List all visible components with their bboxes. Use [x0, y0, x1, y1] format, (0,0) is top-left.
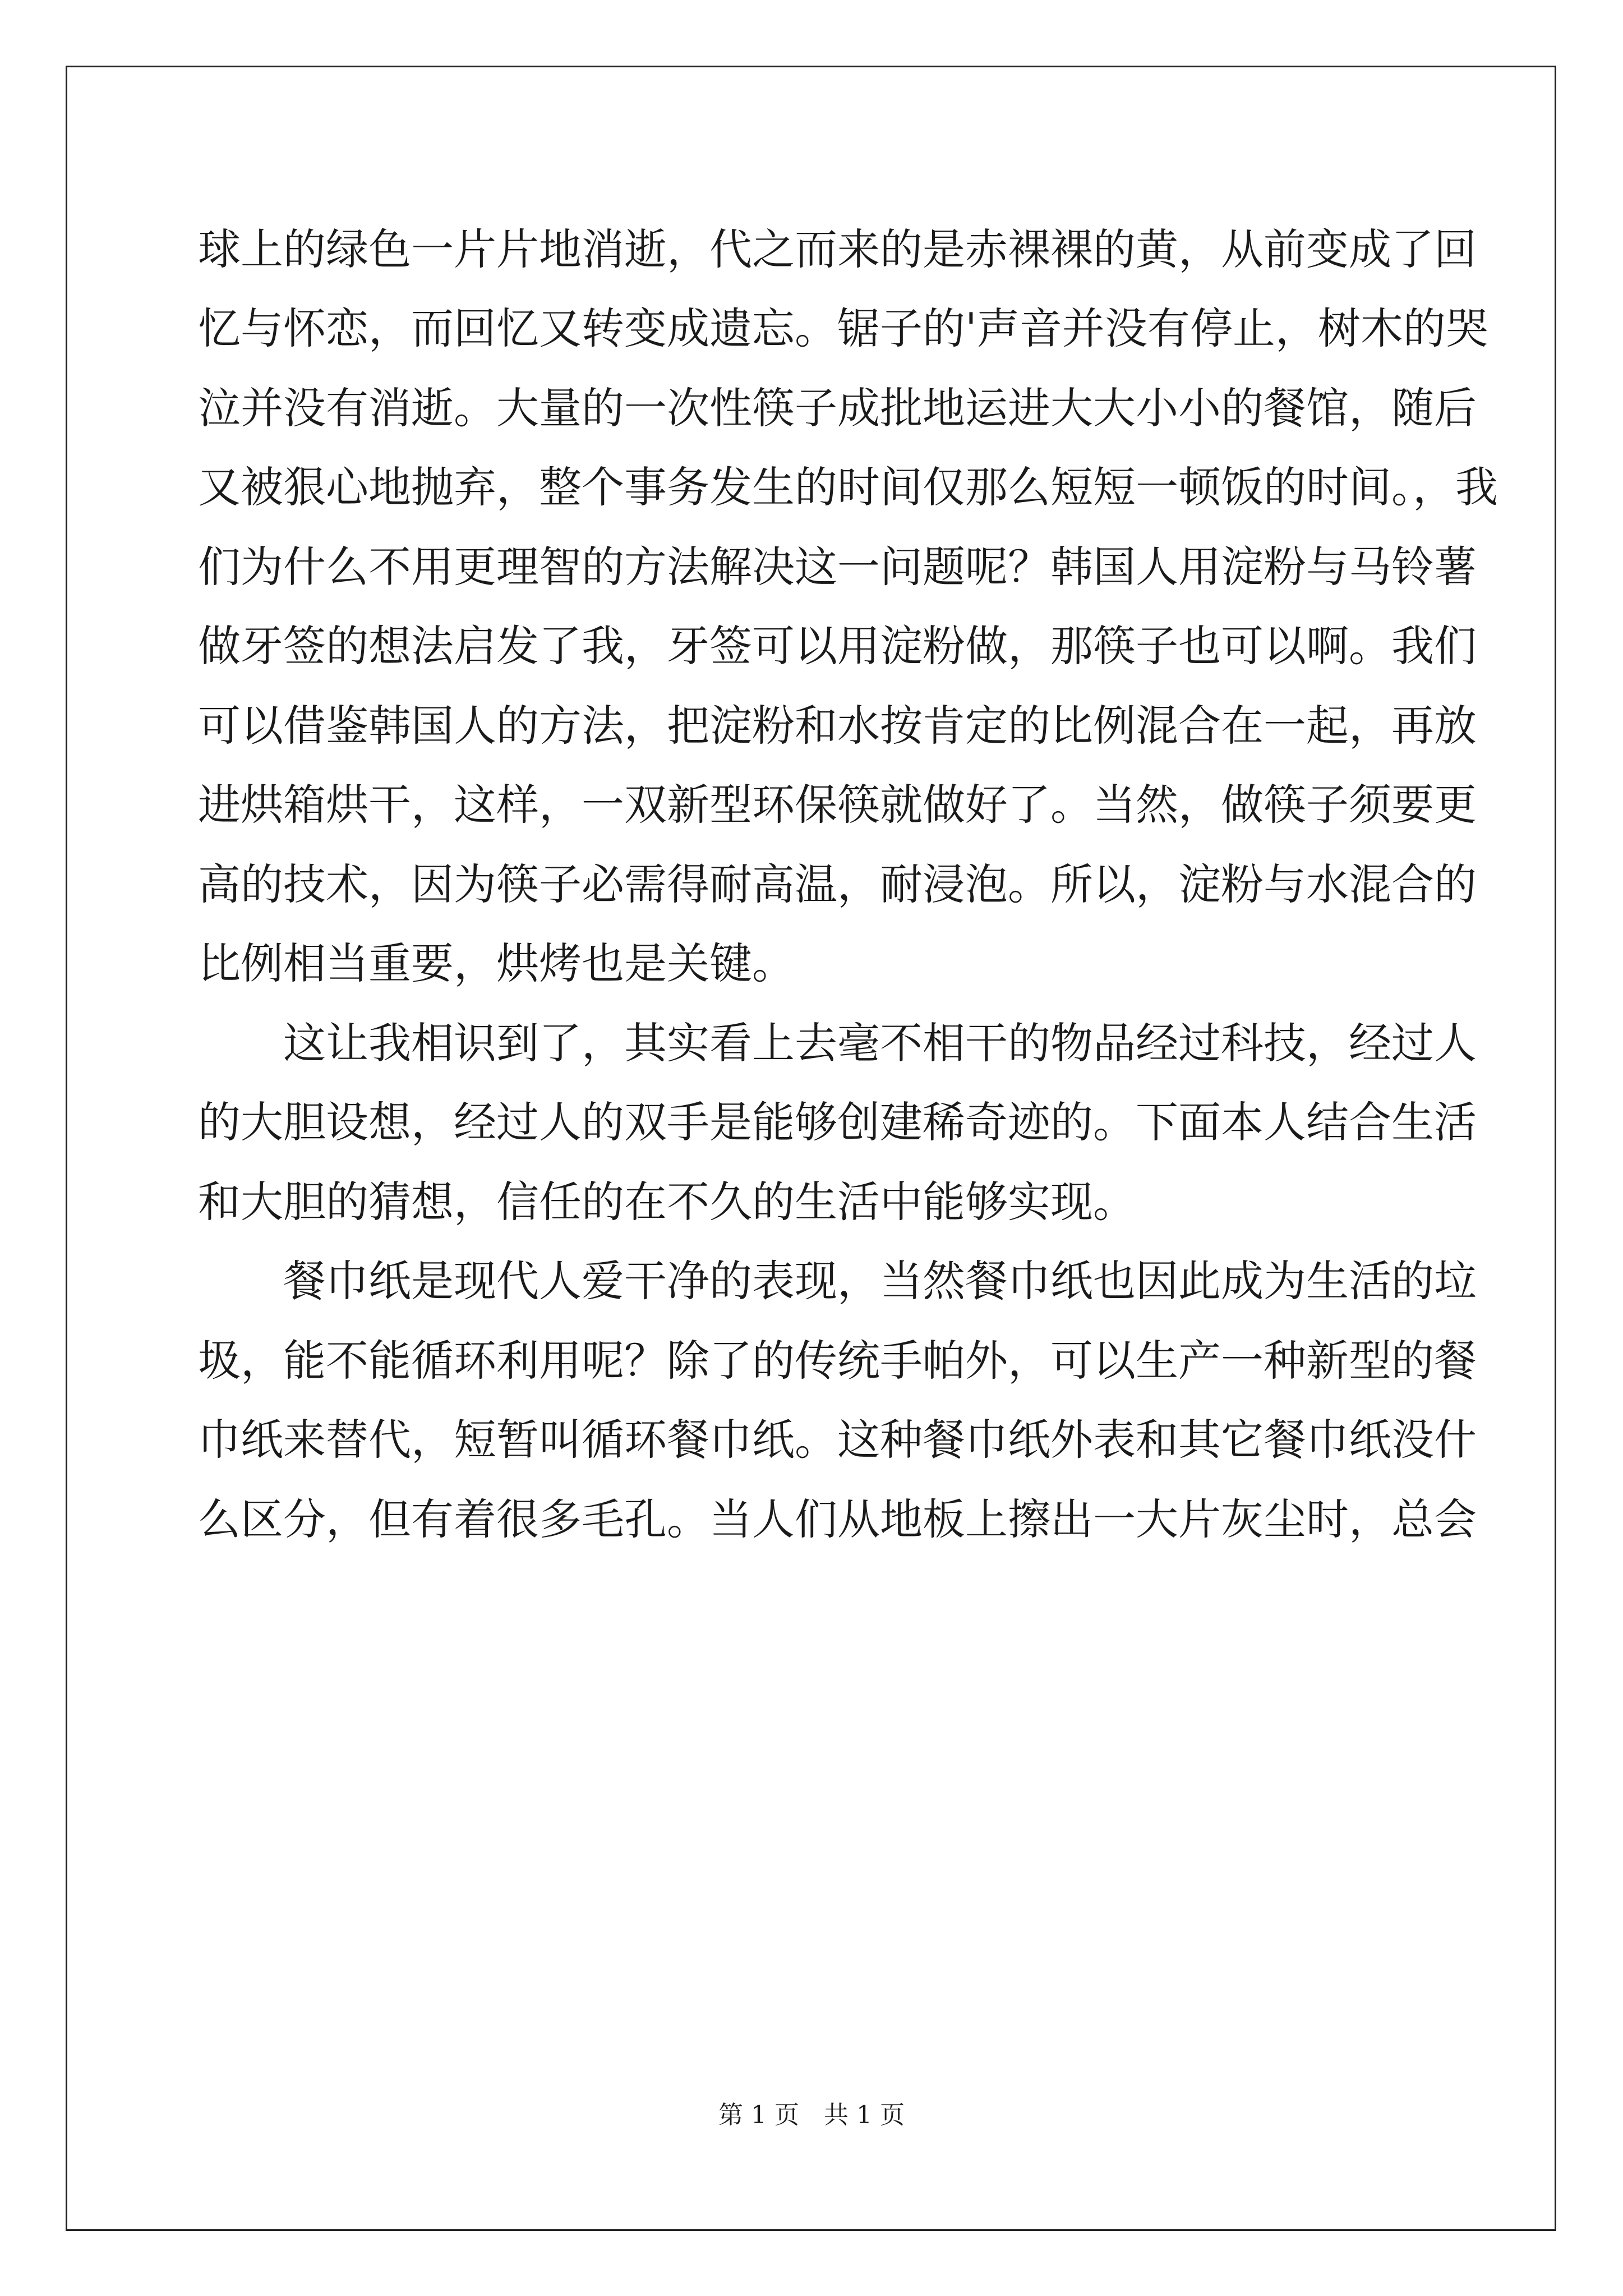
body-line-5: 们为什么不用更理智的方法解决这一问题呢？韩国人用淀粉与马铃薯	[198, 542, 1477, 592]
paragraph-2-line-3: 和大胆的猜想，信任的在不久的生活中能够实现。	[198, 1177, 1136, 1227]
paragraph-3-line-2: 圾，能不能循环利用呢？除了的传统手帕外，可以生产一种新型的餐	[198, 1336, 1477, 1386]
body-line-3: 泣并没有消逝。大量的一次性筷子成批地运进大大小小的餐馆，随后	[198, 383, 1477, 433]
body-line-9: 高的技术，因为筷子必需得耐高温，耐浸泡。所以，淀粉与水混合的	[198, 859, 1477, 909]
body-line-1: 球上的绿色一片片地消逝，代之而来的是赤裸裸的黄，从前变成了回	[198, 224, 1477, 274]
paragraph-3-line-4: 么区分，但有着很多毛孔。当人们从地板上擦出一大片灰尘时，总会	[198, 1494, 1477, 1544]
body-line-8: 进烘箱烘干，这样，一双新型环保筷就做好了。当然，做筷子须要更	[198, 780, 1477, 830]
body-line-10: 比例相当重要，烘烤也是关键。	[198, 938, 795, 988]
body-line-7: 可以借鉴韩国人的方法，把淀粉和水按肯定的比例混合在一起，再放	[198, 701, 1477, 751]
paragraph-2-line-1: 这让我相识到了，其实看上去毫不相干的物品经过科技，经过人	[283, 1018, 1477, 1068]
paragraph-3-line-3: 巾纸来替代，短暂叫循环餐巾纸。这种餐巾纸外表和其它餐巾纸没什	[198, 1415, 1477, 1465]
paragraph-2-line-2: 的大胆设想，经过人的双手是能够创建稀奇迹的。下面本人结合生活	[198, 1097, 1477, 1147]
body-line-2: 忆与怀恋，而回忆又转变成遗忘。锯子的'声音并没有停止，树木的哭	[198, 303, 1488, 353]
body-line-4: 又被狠心地抛弃，整个事务发生的时间仅那么短短一顿饭的时间。，我	[198, 462, 1498, 512]
body-line-6: 做牙签的想法启发了我，牙签可以用淀粉做，那筷子也可以啊。我们	[198, 621, 1477, 671]
paragraph-3-line-1: 餐巾纸是现代人爱干净的表现，当然餐巾纸也因此成为生活的垃	[283, 1256, 1477, 1306]
page-number-footer: 第 1 页 共 1 页	[718, 2101, 905, 2129]
